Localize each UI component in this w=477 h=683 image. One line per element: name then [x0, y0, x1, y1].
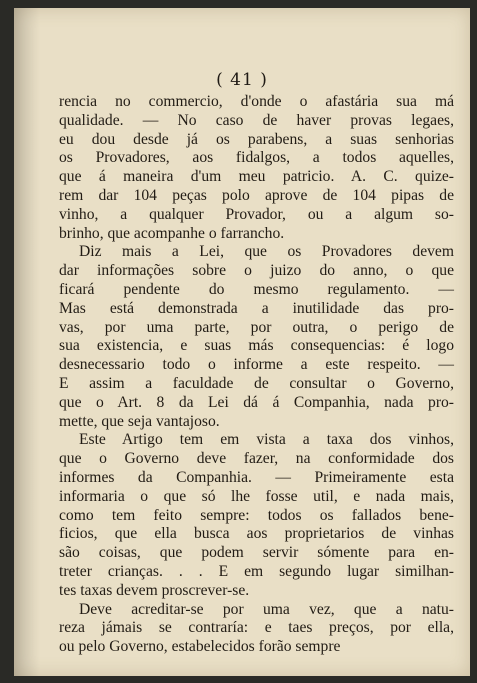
text-line: sua existencia, e suas más consequencias: é logo	[59, 337, 454, 355]
paragraph	[59, 601, 454, 657]
text-line: informes da Companhia. — Primeiramente esta	[59, 468, 454, 486]
text-line: rencia no commercio, d'onde o afastária sua má	[59, 93, 454, 110]
text-line: ou pelo Governo, estabelecidos forão sempre	[59, 638, 341, 656]
text-line: reza jámais se contraría: e taes preços, por ella,	[59, 619, 454, 637]
text-line: que o Art. 8 da Lei dá á Companhia, nada pro-	[59, 393, 454, 411]
paragraph	[59, 93, 454, 243]
body-text	[59, 93, 454, 657]
text-line: os Provadores, aos fidalgos, a todos aquelles,	[59, 149, 454, 167]
book-page	[14, 8, 470, 676]
text-line: brinho, que acompanhe o farrancho.	[59, 224, 285, 242]
text-line: vas, por uma parte, por outra, o perigo de	[59, 318, 454, 336]
text-line: eu dou desde já os parabens, a suas senhorias	[59, 130, 454, 148]
text-line: desnecessario todo o informe a este respeito. —	[59, 356, 454, 374]
text-line: informaria o que só lhe fosse util, e nada mais,	[59, 487, 454, 505]
text-line: Este Artigo tem em vista a taxa dos vinhos,	[79, 431, 454, 449]
text-line: ficios, que ella busca aos proprietarios de vinhas	[59, 525, 454, 543]
text-line: tes taxas devem proscrever-se.	[59, 581, 250, 599]
text-line: rem dar 104 peças polo aprove de 104 pipas de	[59, 186, 454, 204]
page-number: ( 41 )	[216, 70, 268, 90]
text-line: Diz mais a Lei, que os Provadores devem	[79, 243, 454, 261]
text-line: vinho, a qualquer Provador, ou a algum so-	[59, 205, 454, 223]
text-line: mette, que seja vantajoso.	[59, 412, 220, 430]
text-line: qualidade. — No caso de haver provas legaes,	[59, 111, 454, 129]
page-gutter-shadow	[14, 8, 40, 676]
text-line: ficará pendente do mesmo regulamento. —	[59, 280, 454, 298]
text-line: treter crianças. . . E em segundo lugar similhan-	[59, 562, 454, 580]
text-line: Deve acreditar-se por uma vez, que a natu-	[79, 600, 454, 618]
text-line: Mas está demonstrada a inutilidade das pro-	[59, 299, 454, 317]
text-line: como tem feito sempre: todos os fallados bene-	[59, 506, 454, 524]
text-line: que á maneira d'um meu patricio. A. C. quize-	[59, 168, 454, 186]
paragraph	[59, 431, 454, 600]
text-line: E assim a faculdade de consultar o Governo,	[59, 374, 454, 392]
text-line: dar informações sobre o juizo do anno, o que	[59, 262, 454, 280]
paragraph	[59, 243, 454, 431]
text-line: que o Governo deve fazer, na conformidade dos	[59, 450, 454, 468]
text-line: são coisas, que podem servir sómente para en-	[59, 544, 454, 562]
